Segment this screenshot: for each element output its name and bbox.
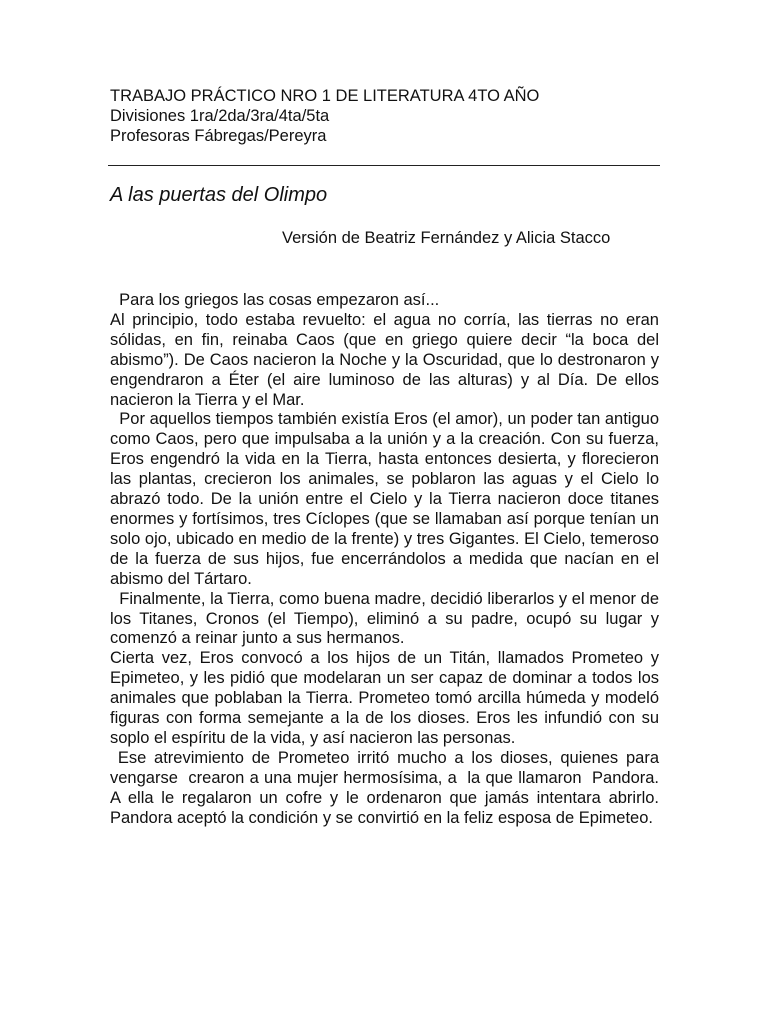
header-course-line: TRABAJO PRÁCTICO NRO 1 DE LITERATURA 4TO AÑO — [110, 87, 540, 105]
paragraph: Ese atrevimiento de Prometeo irritó mucho a los dioses, quienes para vengarse crearon a una mujer hermosísima, a la que llamaron Pandora. A ella le regalaron un cofre y le ordenaron que jamás intentara abrirlo. Pandora aceptó la condición y se convirtió en la feliz esposa de Epimeteo. — [110, 748, 669, 827]
header-divisions-line: Divisiones 1ra/2da/3ra/4ta/5ta — [110, 107, 330, 125]
paragraph: Al principio, todo estaba revuelto: el agua no corría, las tierras no eran sólidas, en fin, reinaba Caos (que en griego quiere decir “la boca del abismo”). De Caos nacieron la Noche y la Oscuridad, que lo destronaron y engendraron a Éter (el aire luminoso de las alturas) y al Día. De ellos nacieron la Tierra y el Mar. — [110, 310, 659, 409]
paragraph: Cierta vez, Eros convocó a los hijos de un Titán, llamados Prometeo y Epimeteo, y les pidió que modelaran un ser capaz de dominar a todos los animales que poblaban la Tierra. Prometeo tomó arcilla húmeda y modeló figuras con forma semejante a la de los dioses. Eros les infundió con su soplo el espíritu de la vida, y así nacieron las personas. — [110, 649, 659, 747]
story-title: A las puertas del Olimpo — [110, 184, 328, 206]
story-body — [110, 291, 669, 828]
header-divider — [108, 165, 660, 166]
paragraph: Finalmente, la Tierra, como buena madre, decidió liberarlos y el menor de los Titanes, Cronos (el Tiempo), eliminó a su padre, ocupó su lugar y comenzó a reinar junto a sus hermanos. — [110, 589, 664, 648]
version-credit: Versión de Beatriz Fernández y Alicia Stacco — [282, 229, 611, 247]
paragraph: Para los griegos las cosas empezaron así... — [110, 291, 440, 309]
document-header — [110, 86, 539, 146]
paragraph: Por aquellos tiempos también existía Eros (el amor), un poder tan antiguo como Caos, pero que impulsaba a la unión y a la creación. Con su fuerza, Eros engendró la vida en la Tierra, hasta entonces desierta, y florecieron las plantas, crecieron los animales, se poblaron las aguas y el Cielo lo abrazó todo. De la unión entre el Cielo y la Tierra nacieron doce titanes enormes y fortísimos, tres Cíclopes (que se llamaban así porque tenían un solo ojo, ubicado en medio de la frente) y tres Gigantes. El Cielo, temeroso de la fuerza de sus hijos, fue encerrándolos a medida que nacían en el abismo del Tártaro. — [110, 410, 664, 588]
header-teachers-line: Profesoras Fábregas/Pereyra — [110, 127, 327, 145]
